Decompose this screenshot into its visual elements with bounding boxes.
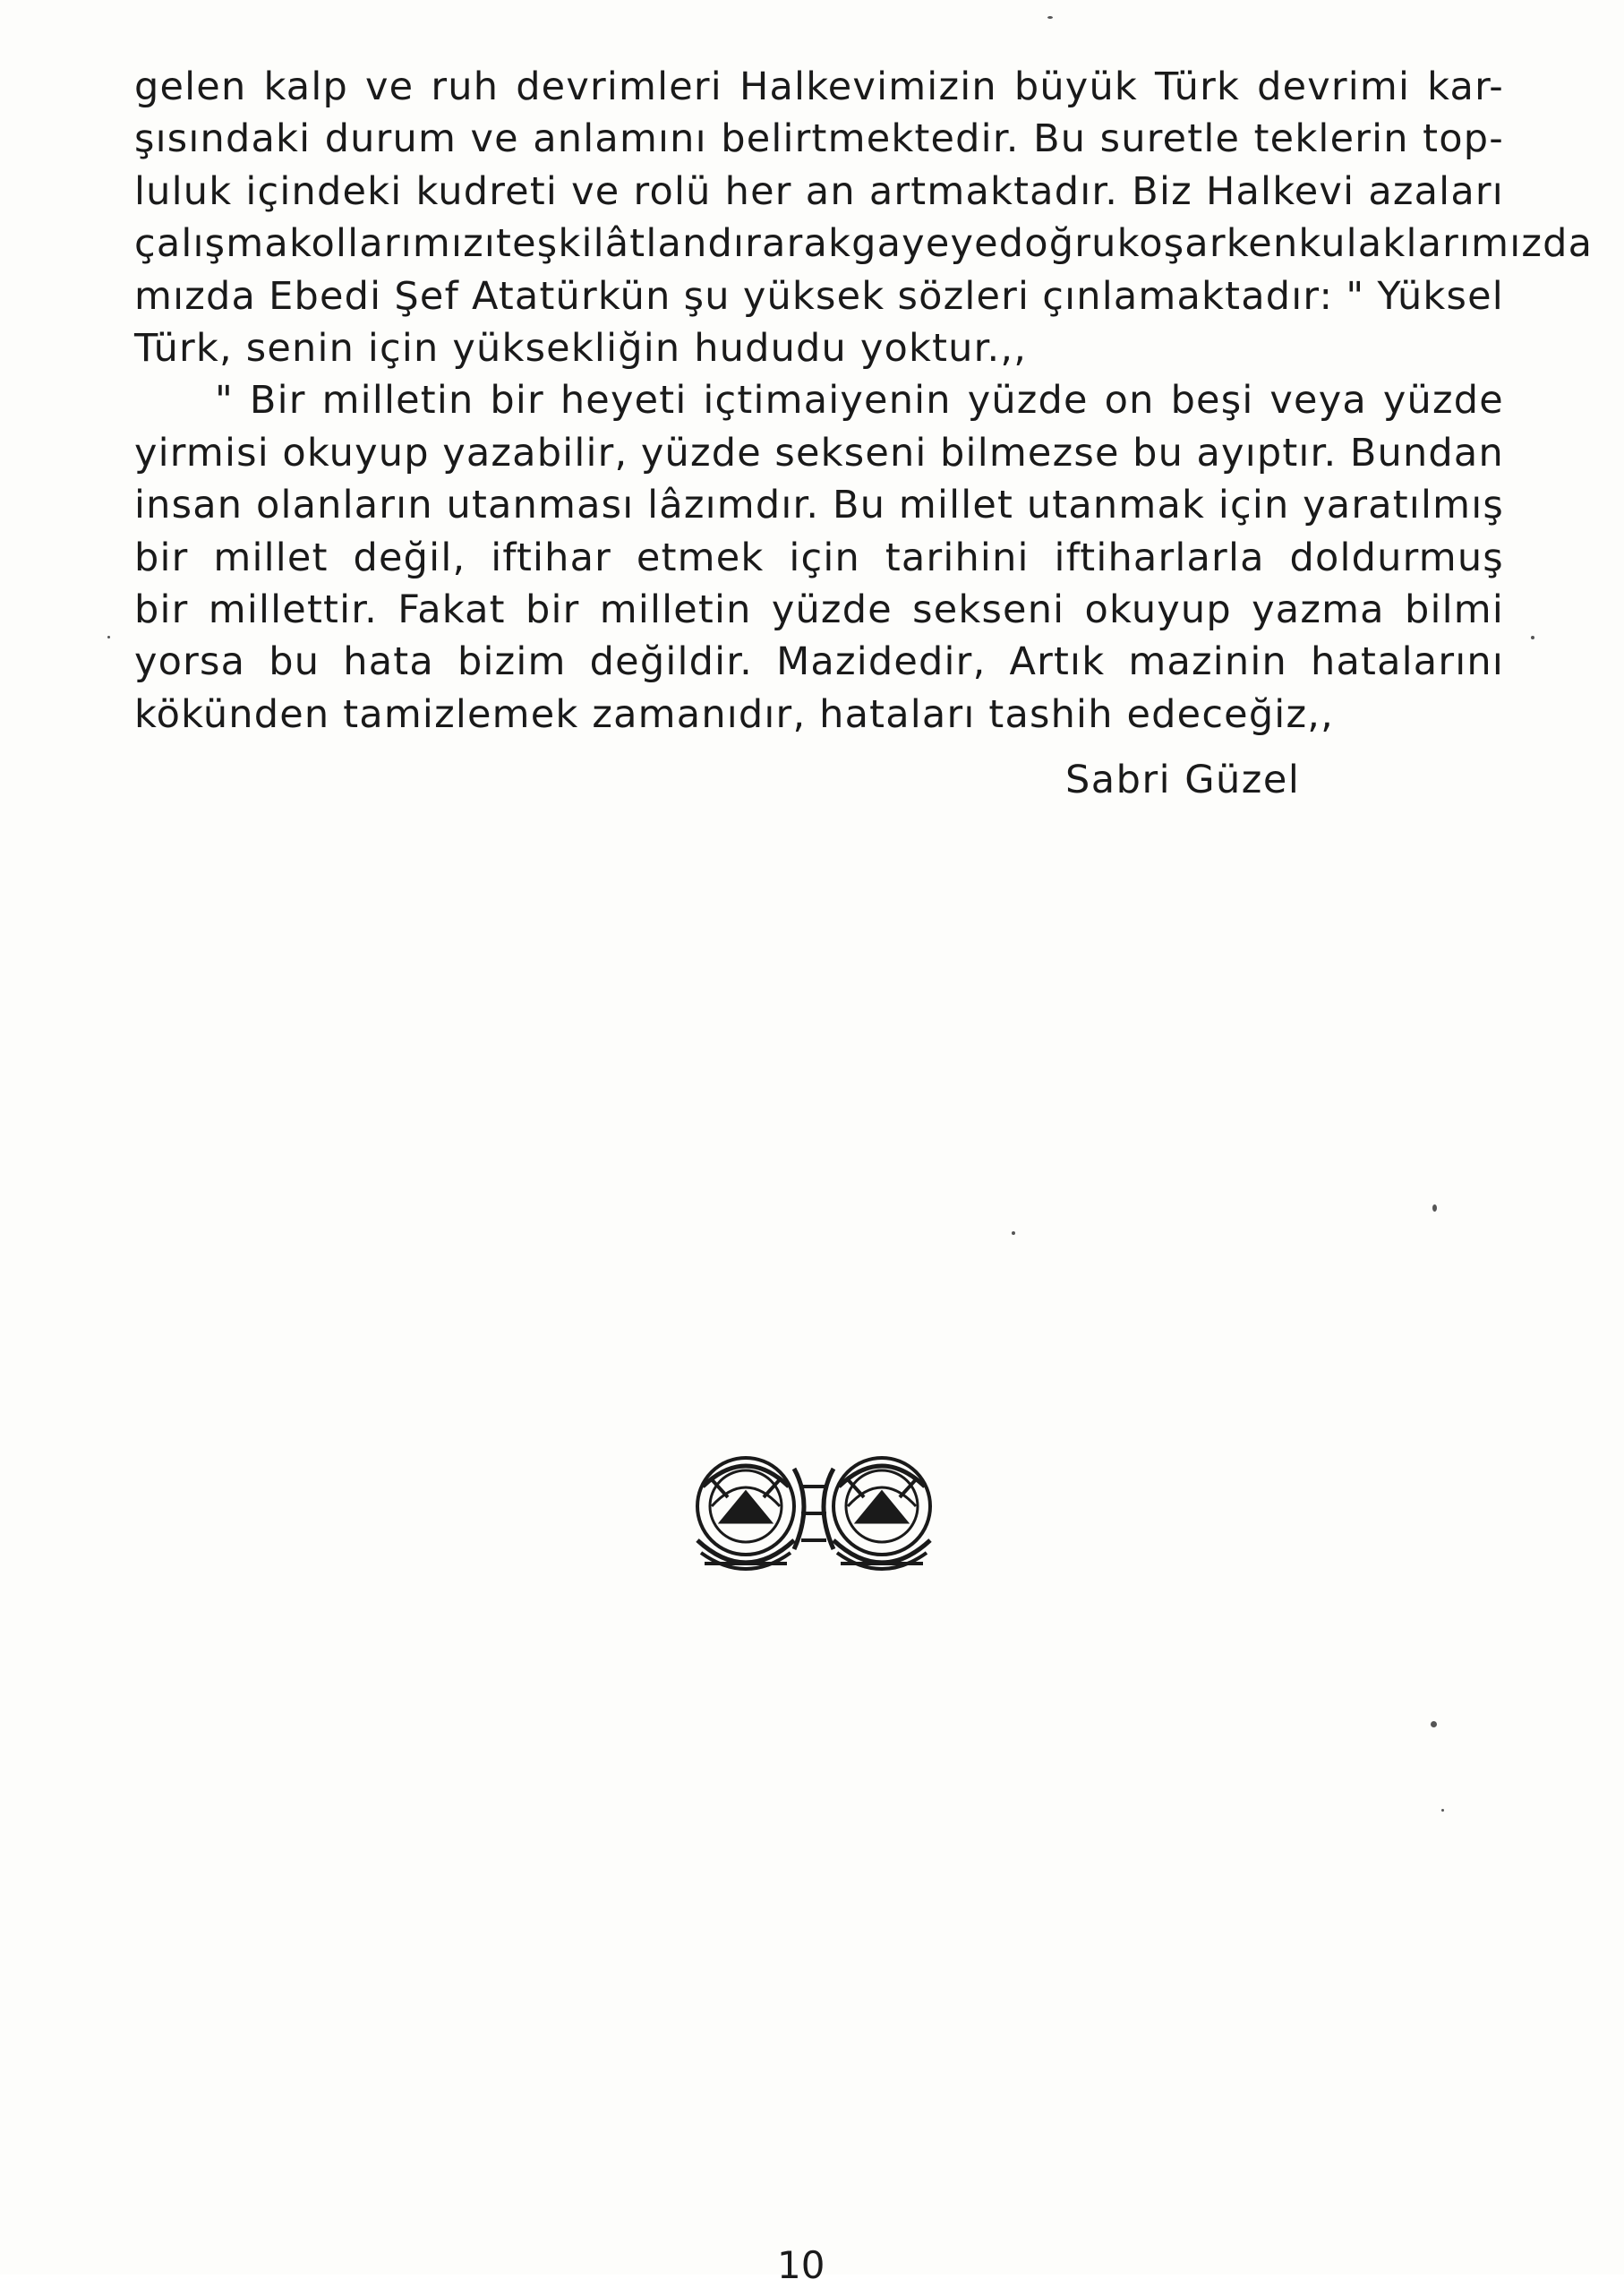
word: artmaktadır. — [868, 168, 1119, 214]
word: Bundan — [1349, 430, 1504, 476]
article-line-6: Türk, senin için yüksekliğin hududu yoktur.,, — [134, 325, 1028, 371]
word: top- — [1423, 116, 1504, 162]
article-line-11 — [134, 584, 1504, 636]
word: on — [1104, 378, 1155, 424]
word: bu — [269, 639, 321, 685]
word: millet — [213, 535, 329, 580]
word: anlamını — [533, 116, 707, 162]
word: Bir — [249, 378, 306, 424]
word: gelen — [134, 64, 247, 109]
word: Artık — [1009, 639, 1106, 685]
word: bizim — [457, 639, 567, 685]
word: iftihar — [491, 535, 612, 580]
article-line-9 — [134, 479, 1504, 531]
word: yüksek — [742, 273, 885, 319]
word: Halkevimizin — [739, 64, 997, 109]
word: mazinin — [1128, 639, 1287, 685]
word: her — [724, 168, 792, 214]
word: Mazidedir, — [776, 639, 987, 685]
word: Türk — [1155, 64, 1241, 109]
word: milletin — [599, 587, 752, 632]
word: yaratılmış — [1303, 483, 1504, 528]
author-signature: Sabri Güzel — [1065, 758, 1301, 802]
word: mızda — [134, 273, 257, 319]
word: rolü — [633, 168, 712, 214]
word: koşarken — [1116, 221, 1299, 267]
word: Atatürkün — [472, 273, 671, 319]
word: ve — [470, 116, 519, 162]
word: suretle — [1099, 116, 1241, 162]
word: yorsa — [134, 639, 246, 685]
word: çalışma — [134, 221, 289, 267]
word: şu — [683, 273, 731, 319]
word: Biz — [1132, 168, 1192, 214]
word: sözleri — [897, 273, 1030, 319]
word: kollarımızı — [288, 221, 497, 267]
word: büyük — [1013, 64, 1139, 109]
word: yazabilir, — [442, 430, 628, 476]
word: utanmak — [1026, 483, 1206, 528]
article-line-4 — [134, 218, 1594, 270]
article-body — [134, 61, 1594, 741]
word: yirmisi — [134, 430, 269, 476]
word: tarihini — [885, 535, 1030, 580]
article-line-1 — [134, 61, 1504, 113]
word: bir — [134, 535, 189, 580]
word: teklerin — [1253, 116, 1409, 162]
word: Bu — [833, 483, 886, 528]
word: hatalarını — [1311, 639, 1504, 685]
article-line-7 — [134, 374, 1504, 426]
word: ayıptır. — [1196, 430, 1338, 476]
word: yüzde — [771, 587, 893, 632]
word: ruh — [431, 64, 500, 109]
word: luluk — [134, 168, 233, 214]
word: teşkilâtlandırarak — [496, 221, 852, 267]
word: gayeye — [851, 221, 999, 267]
word: kar- — [1427, 64, 1504, 109]
article-line-8 — [134, 427, 1504, 479]
word: Ebedi — [269, 273, 382, 319]
word: hata — [343, 639, 434, 685]
word: değildir. — [589, 639, 754, 685]
word: iftiharlarla — [1054, 535, 1265, 580]
word: bilmi — [1404, 587, 1504, 632]
article-line-12 — [134, 636, 1504, 688]
word: an — [805, 168, 856, 214]
word: için — [1218, 483, 1290, 528]
word: millet — [898, 483, 1014, 528]
word: milletin — [321, 378, 474, 424]
word: devrimi — [1257, 64, 1411, 109]
word: içindeki — [245, 168, 403, 214]
article-line-5 — [134, 270, 1504, 322]
word: ve — [571, 168, 620, 214]
word: durum — [324, 116, 457, 162]
decorative-floral-ornament-icon — [676, 1451, 952, 1574]
scan-speck — [1441, 1809, 1444, 1812]
word: utanması — [446, 483, 635, 528]
scan-speck — [1432, 1204, 1437, 1212]
word: etmek — [636, 535, 765, 580]
article-line-10 — [134, 532, 1504, 584]
word: doğru — [998, 221, 1117, 267]
word: lâzımdır. — [647, 483, 820, 528]
scan-speck — [1012, 1231, 1015, 1235]
word: Fakat — [397, 587, 506, 632]
article-line-3 — [134, 166, 1504, 218]
word: Bu — [1033, 116, 1087, 162]
word: devrimleri — [516, 64, 722, 109]
word: doldurmuş — [1289, 535, 1504, 580]
scan-speck — [1047, 16, 1053, 19]
word: okuyup — [282, 430, 430, 476]
article-line-13: kökünden tamizlemek zamanıdır, hataları tashih edeceğiz,, — [134, 691, 1334, 737]
word: yüzde — [640, 430, 762, 476]
page-number: 10 — [777, 2243, 825, 2287]
word: ve — [365, 64, 415, 109]
word: bir — [490, 378, 544, 424]
word: veya — [1269, 378, 1367, 424]
word: millettir. — [208, 587, 379, 632]
word: bilmezse — [940, 430, 1120, 476]
word: şısındaki — [134, 116, 312, 162]
word: kudreti — [415, 168, 559, 214]
word: Yüksel — [1377, 273, 1504, 319]
scan-speck — [1531, 636, 1534, 639]
word: insan — [134, 483, 244, 528]
word: değil, — [353, 535, 466, 580]
word: içtimaiyenin — [703, 378, 952, 424]
word: azaları — [1368, 168, 1504, 214]
word: Halkevi — [1205, 168, 1355, 214]
article-line-2 — [134, 113, 1504, 165]
scan-speck — [107, 636, 110, 638]
word: Şef — [394, 273, 459, 319]
word: kalp — [263, 64, 348, 109]
word: için — [789, 535, 860, 580]
word: bir — [525, 587, 580, 632]
word: kulaklarımızda — [1298, 221, 1594, 267]
word: heyeti — [560, 378, 688, 424]
word: okuyup — [1084, 587, 1232, 632]
word: " — [215, 378, 234, 424]
word: " — [1346, 273, 1365, 319]
word: olanların — [255, 483, 433, 528]
word: yazma — [1252, 587, 1385, 632]
word: belirtmektedir. — [721, 116, 1020, 162]
word: bu — [1133, 430, 1184, 476]
scan-speck — [1431, 1721, 1437, 1727]
word: sekseni — [774, 430, 927, 476]
word: sekseni — [912, 587, 1065, 632]
word: beşi — [1170, 378, 1254, 424]
word: yüzde — [1382, 378, 1504, 424]
word: yüzde — [967, 378, 1089, 424]
word: bir — [134, 587, 189, 632]
word: çınlamaktadır: — [1042, 273, 1334, 319]
